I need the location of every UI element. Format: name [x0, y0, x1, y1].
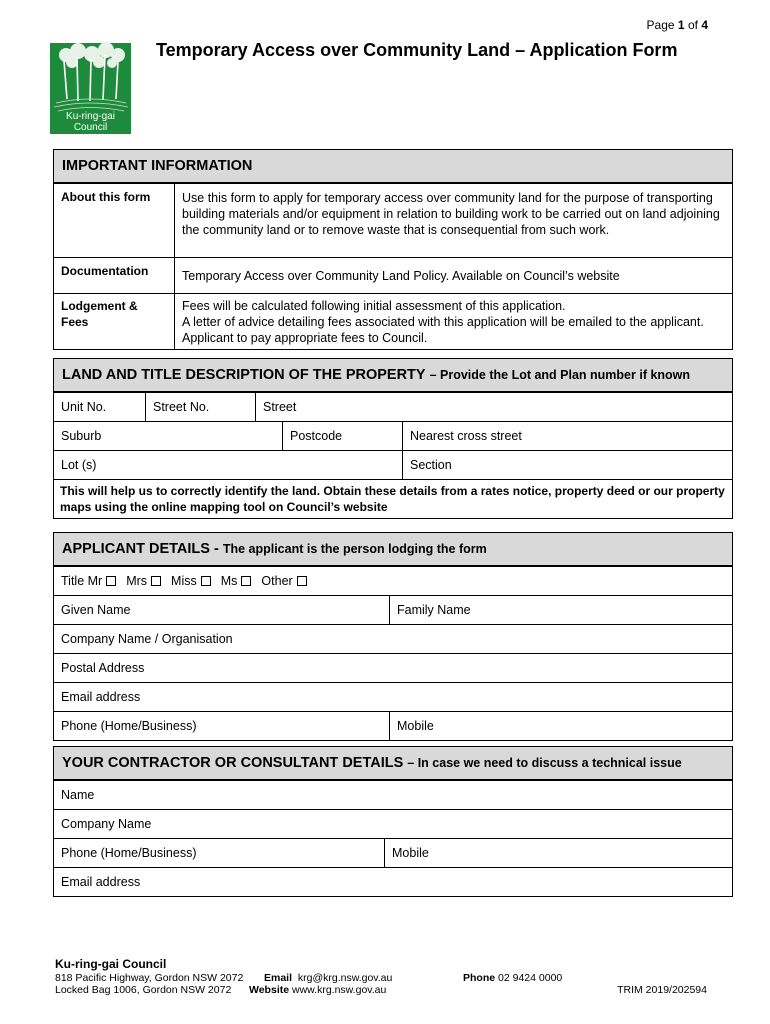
contractor-phone-row [54, 838, 732, 867]
email-field[interactable]: Email address [61, 690, 141, 704]
land-note: This will help us to correctly identify the land. Obtain these details from a rates notice, property deed or our property maps using the online mapping tool on Council’s website [60, 484, 725, 514]
footer [55, 957, 715, 996]
street-no-field[interactable]: Street No. [145, 393, 255, 421]
contractor-mobile-field[interactable]: Mobile [384, 839, 732, 867]
contractor-phone-field[interactable]: Phone (Home/Business) [61, 846, 197, 860]
postal-address-field[interactable]: Postal Address [61, 661, 145, 675]
land-note-row [54, 479, 732, 518]
suburb-field[interactable]: Suburb [61, 429, 102, 443]
council-logo [50, 37, 131, 134]
documentation-row [54, 257, 732, 293]
about-text: Use this form to apply for temporary access over community land for the purpose of transporting building materials and/or equipment in relation to building work to be carried out on land adjoining the community land or to remove waste that is consequential from such work. [174, 184, 732, 257]
section-field[interactable]: Section [402, 451, 732, 479]
applicant-heading: APPLICANT DETAILS - The applicant is the person lodging the form [54, 533, 732, 566]
about-label: About this form [61, 190, 151, 204]
checkbox-icon [106, 576, 116, 586]
contractor-section [53, 746, 733, 897]
about-row [54, 183, 732, 257]
email-row [54, 682, 732, 711]
mobile-field[interactable]: Mobile [389, 712, 732, 740]
contractor-email-field[interactable]: Email address [61, 875, 141, 889]
footer-address2: Locked Bag 1006, Gordon NSW 2072 [55, 984, 232, 996]
footer-phone: Phone 02 9424 0000 [463, 972, 563, 984]
footer-website: Website www.krg.nsw.gov.au [249, 984, 387, 996]
land-title-section [53, 358, 733, 519]
checkbox-icon [241, 576, 251, 586]
title-option-mr[interactable]: Mr [88, 574, 125, 588]
logo-text-line1: Ku-ring-gai [66, 111, 115, 122]
lodgement-label: Lodgement & Fees [61, 299, 138, 329]
lodgement-text: Fees will be calculated following initial assessment of this application. A letter of advice detailing fees associated with this application will be emailed to the applicant. Applicant to pay appropriate fees to Council. [174, 294, 732, 349]
company-row [54, 624, 732, 653]
footer-council-name: Ku-ring-gai Council [55, 957, 167, 971]
logo-text-line2: Council [73, 122, 108, 133]
contractor-name-field[interactable]: Name [61, 788, 95, 802]
title-option-miss[interactable]: Miss [171, 574, 219, 588]
postal-row [54, 653, 732, 682]
phone-field[interactable]: Phone (Home/Business) [61, 719, 197, 733]
form-title: Temporary Access over Community Land – Application Form [156, 40, 678, 60]
given-name-field[interactable]: Given Name [61, 603, 131, 617]
nearest-cross-street-field[interactable]: Nearest cross street [402, 422, 732, 450]
lot-field[interactable]: Lot (s) [61, 458, 97, 472]
page-number: Page 1 of 4 [646, 18, 708, 32]
title-option-ms[interactable]: Ms [221, 574, 260, 588]
family-name-field[interactable]: Family Name [389, 596, 732, 624]
important-information-section [53, 149, 733, 350]
title-row [54, 566, 732, 595]
applicant-section [53, 532, 733, 741]
address-row [54, 392, 732, 421]
checkbox-icon [201, 576, 211, 586]
lot-row [54, 450, 732, 479]
unit-no-field[interactable]: Unit No. [61, 400, 107, 414]
documentation-text: Temporary Access over Community Land Policy. Available on Council’s website [174, 258, 732, 293]
documentation-label: Documentation [61, 264, 149, 278]
name-row [54, 595, 732, 624]
contractor-company-row [54, 809, 732, 838]
contractor-heading: YOUR CONTRACTOR OR CONSULTANT DETAILS – In case we need to discuss a technical issue [54, 747, 732, 780]
land-heading: LAND AND TITLE DESCRIPTION OF THE PROPERTY – Provide the Lot and Plan number if known [54, 359, 732, 392]
footer-trim: TRIM 2019/202594 [617, 984, 707, 996]
street-field[interactable]: Street [255, 393, 732, 421]
company-field[interactable]: Company Name / Organisation [61, 632, 233, 646]
lodgement-row [54, 293, 732, 349]
footer-address1: 818 Pacific Highway, Gordon NSW 2072 [55, 972, 244, 984]
contractor-company-field[interactable]: Company Name [61, 817, 152, 831]
title-field: Title Mr Mrs Miss Ms Other [54, 567, 732, 595]
phone-row [54, 711, 732, 740]
title-option-other[interactable]: Other [261, 574, 314, 588]
postcode-field[interactable]: Postcode [282, 422, 402, 450]
title-option-mrs[interactable]: Mrs [126, 574, 169, 588]
checkbox-icon [151, 576, 161, 586]
contractor-name-row [54, 780, 732, 809]
important-heading: IMPORTANT INFORMATION [54, 150, 732, 183]
checkbox-icon [297, 576, 307, 586]
suburb-row [54, 421, 732, 450]
footer-email: Email krg@krg.nsw.gov.au [264, 972, 393, 984]
contractor-email-row [54, 867, 732, 896]
